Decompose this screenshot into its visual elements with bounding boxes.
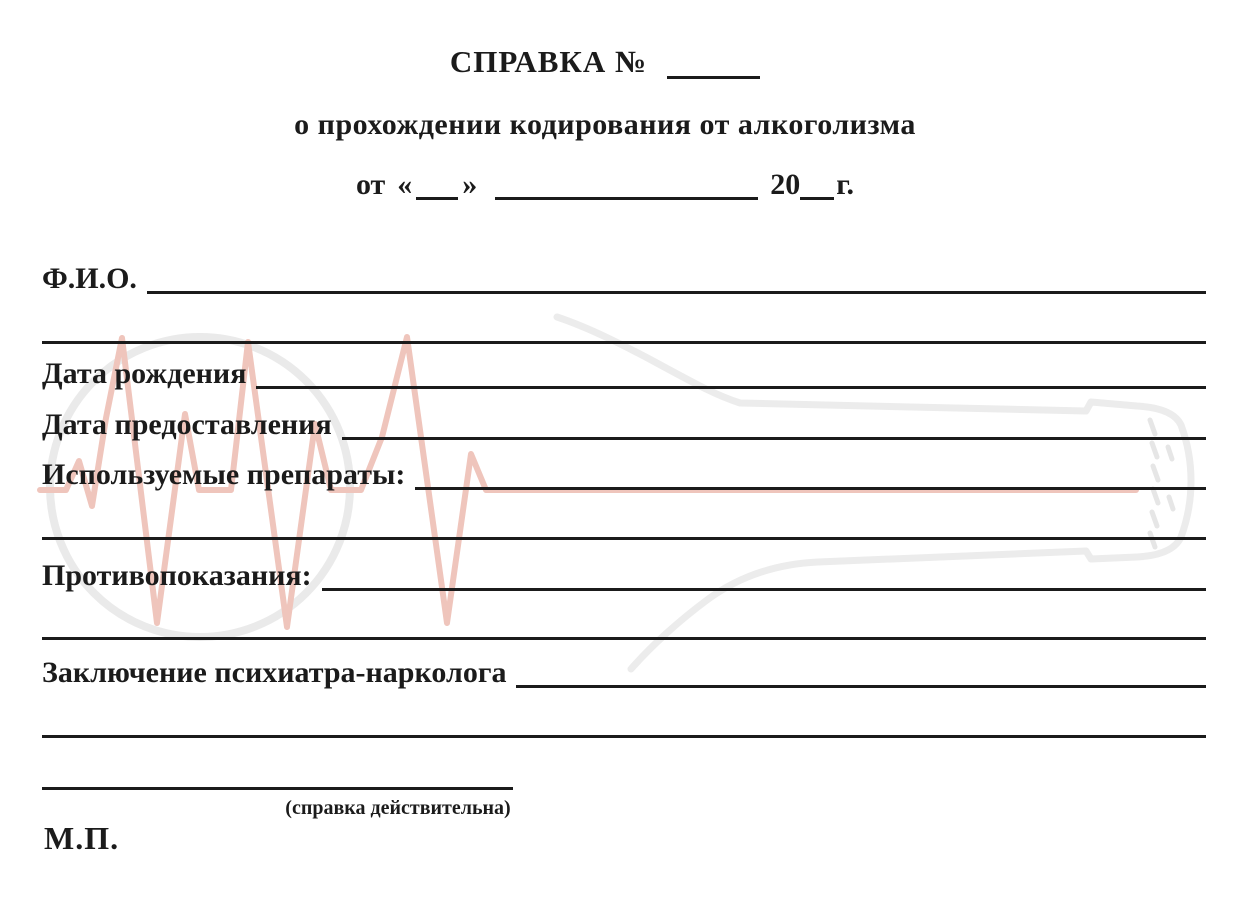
validity-blank-line — [42, 787, 513, 790]
date-prefix: от — [355, 167, 386, 201]
validity-note: (справка действительна) — [285, 797, 511, 819]
open-quote: « — [397, 167, 413, 201]
seal-place-label: М.П. — [44, 820, 120, 856]
conclusion-continuation-line — [42, 735, 1206, 738]
title-row — [0, 33, 1210, 79]
issue-date-blank-line — [342, 437, 1206, 440]
contraindications-continuation-line — [42, 637, 1206, 640]
contraindications-label: Противопоказания: — [42, 558, 312, 592]
year-blank — [800, 197, 834, 200]
certificate-number-blank — [667, 76, 760, 79]
day-blank — [416, 197, 458, 200]
birth-date-blank-line — [256, 386, 1206, 389]
fio-blank-line — [147, 291, 1206, 294]
conclusion-blank-line — [516, 685, 1206, 688]
conclusion-label: Заключение психиатра-нарколога — [42, 655, 507, 689]
birth-date-row — [42, 347, 1206, 389]
issue-date-label: Дата предоставления — [42, 407, 332, 441]
fio-continuation-line — [42, 341, 1206, 344]
year-suffix: г. — [836, 167, 855, 201]
fio-label: Ф.И.О. — [42, 261, 137, 295]
contraindications-row — [42, 549, 1206, 591]
month-blank — [495, 197, 758, 200]
fio-row — [42, 252, 1206, 294]
drugs-row — [42, 448, 1206, 490]
issue-date-row — [42, 398, 1206, 440]
conclusion-row — [42, 646, 1206, 688]
contraindications-blank-line — [322, 588, 1206, 591]
year-century: 20 — [770, 167, 801, 201]
page-title: СПРАВКА № — [449, 44, 648, 80]
drugs-continuation-line — [42, 537, 1206, 540]
close-quote: » — [462, 167, 478, 201]
drugs-label: Используемые препараты: — [42, 457, 406, 491]
subtitle-row — [0, 100, 1210, 140]
date-row — [0, 154, 1210, 200]
page-subtitle: о прохождении кодирования от алкоголизма — [294, 107, 916, 141]
drugs-blank-line — [415, 487, 1206, 490]
birth-date-label: Дата рождения — [42, 356, 247, 390]
